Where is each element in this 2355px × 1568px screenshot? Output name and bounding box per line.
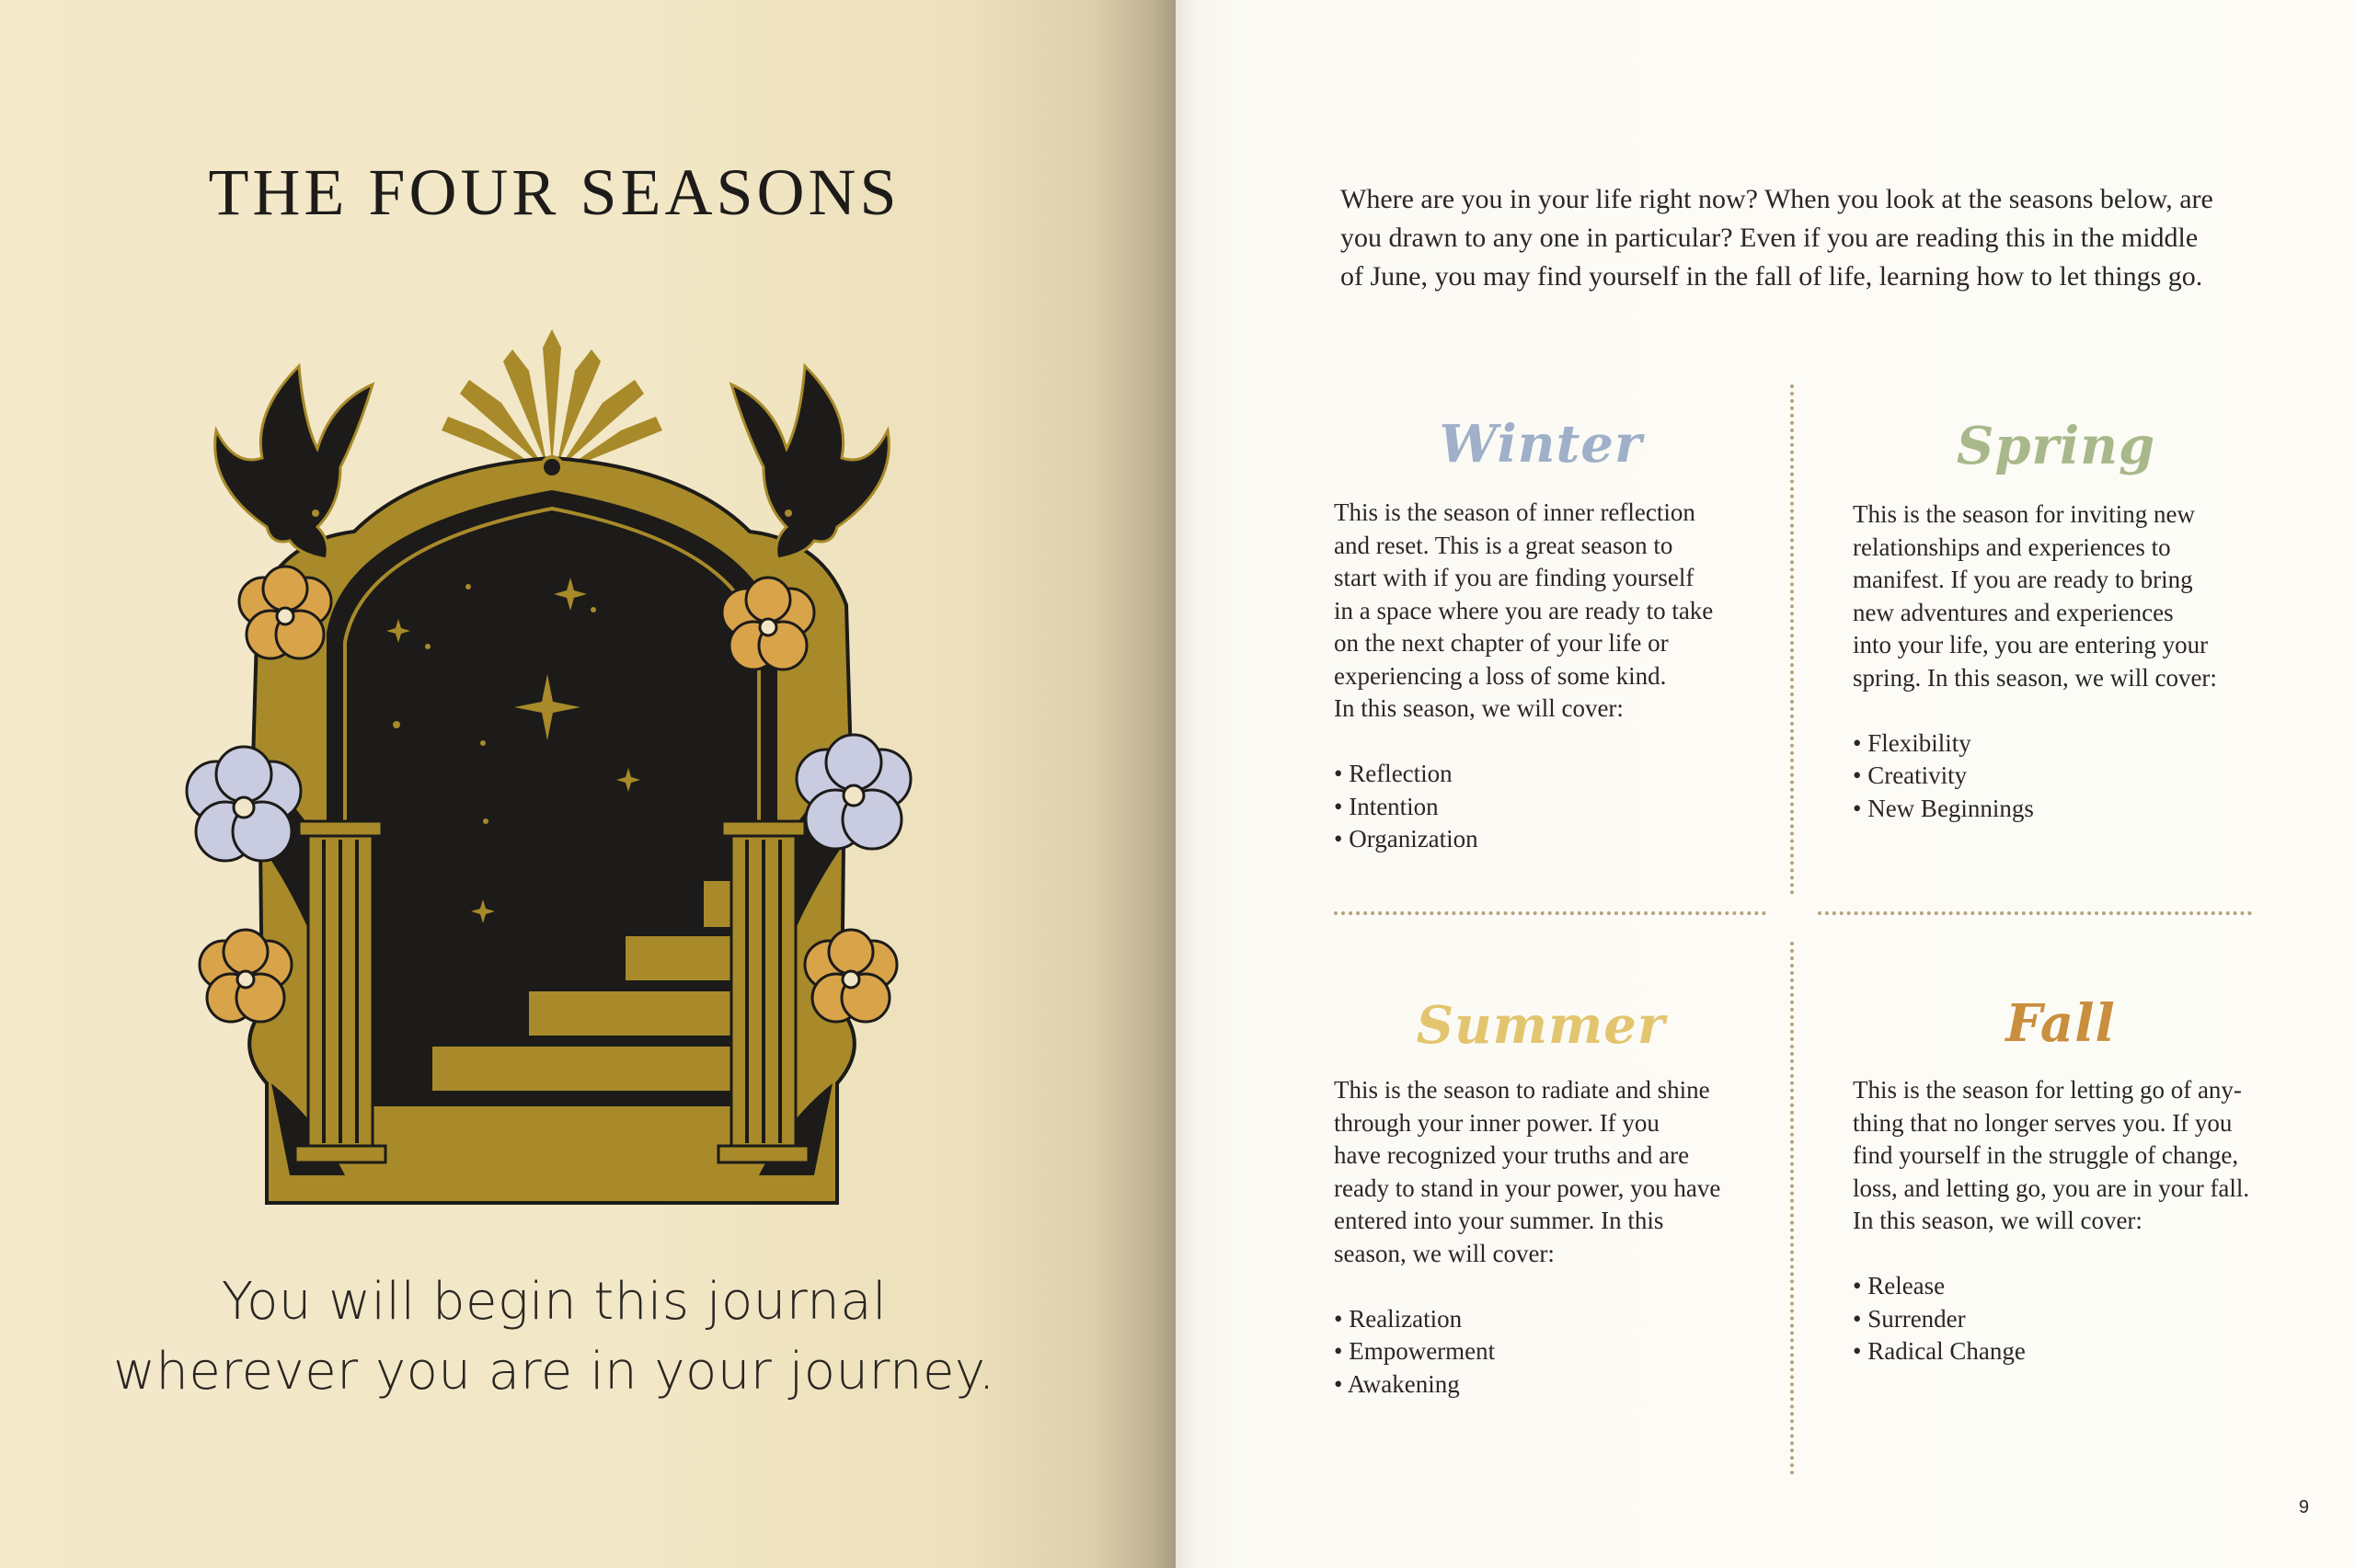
intro-line: you drawn to any one in particular? Even if you are reading this in the middle <box>1340 223 2199 253</box>
season-title-winter: Winter <box>1439 414 1643 475</box>
vertical-divider-bottom <box>1790 942 1794 1475</box>
left-swallow <box>215 366 373 559</box>
list-item: • Release <box>1853 1272 1946 1299</box>
lavender-flower-left <box>187 747 301 861</box>
description-line: start with if you are finding yourself <box>1334 564 1694 591</box>
orange-flower-bottom-left <box>200 930 292 1022</box>
archway-illustration <box>179 329 925 1212</box>
description-line: manifest. If you are ready to bring <box>1853 566 2193 593</box>
description-line: entered into your summer. In this <box>1334 1207 1664 1234</box>
description-line: on the next chapter of your life or <box>1334 629 1669 657</box>
description-line: in a space where you are ready to take <box>1334 596 1714 624</box>
description-line: have recognized your truths and are <box>1334 1141 1690 1169</box>
list-item: • Awakening <box>1334 1369 1460 1398</box>
description-line: This is the season for letting go of any- <box>1853 1076 2242 1104</box>
orange-flower-top-right <box>722 578 814 670</box>
list-item: • Reflection <box>1334 760 1453 787</box>
description-line: find yourself in the struggle of change, <box>1853 1141 2239 1169</box>
description-line: In this season, we will cover: <box>1334 694 1624 722</box>
description-line: ready to stand in your power, you have <box>1334 1173 1721 1202</box>
season-description-summer <box>1334 1074 1720 1401</box>
description-line: relationships and experiences to <box>1853 532 2171 561</box>
horizontal-divider-left <box>1334 911 1766 915</box>
description-line: This is the season to radiate and shine <box>1334 1076 1710 1104</box>
fan-ornament <box>442 329 662 472</box>
horizontal-divider-right <box>1818 911 2252 915</box>
season-title-fall: Fall <box>2005 993 2116 1054</box>
lavender-flower-right <box>797 735 911 849</box>
description-line: This is the season of inner reflection <box>1334 498 1695 526</box>
description-line: thing that no longer serves you. If you <box>1853 1108 2233 1137</box>
description-line: spring. In this season, we will cover: <box>1853 663 2217 692</box>
list-item: • Flexibility <box>1853 728 1971 757</box>
description-line: new adventures and experiences <box>1853 598 2174 626</box>
list-item: • Realization <box>1334 1304 1463 1333</box>
description-line: This is the season for inviting new <box>1853 500 2195 528</box>
intro-line: Where are you in your life right now? When you look at the seasons below, are <box>1340 184 2213 214</box>
left-page <box>0 0 1176 1568</box>
season-description-fall <box>1853 1074 2249 1368</box>
list-item: • Creativity <box>1853 761 1968 789</box>
description-line: In this season, we will cover: <box>1853 1207 2142 1234</box>
orange-flower-top-left <box>239 567 331 658</box>
list-item: • Intention <box>1334 792 1439 820</box>
season-title-summer: Summer <box>1416 995 1666 1056</box>
page-number: 9 <box>2298 1497 2309 1517</box>
description-line: into your life, you are entering your <box>1853 631 2209 658</box>
description-line: and reset. This is a great season to <box>1334 531 1673 559</box>
quote-line: You will begin this journal <box>221 1272 888 1332</box>
list-item: • Empowerment <box>1334 1337 1496 1365</box>
right-column <box>718 821 809 1162</box>
list-item: • New Beginnings <box>1853 794 2034 822</box>
season-title-spring: Spring <box>1956 416 2156 476</box>
list-item: • Surrender <box>1853 1304 1966 1333</box>
vertical-divider-top <box>1790 384 1794 895</box>
left-column <box>295 821 385 1162</box>
intro-paragraph <box>1340 180 2260 296</box>
orange-flower-bottom-right <box>805 930 897 1022</box>
description-line: experiencing a loss of some kind. <box>1334 661 1667 690</box>
description-line: loss, and letting go, you are in your fall. <box>1853 1173 2250 1202</box>
right-swallow <box>731 366 889 559</box>
season-description-winter <box>1334 497 1713 856</box>
quote-line: wherever you are in your journey. <box>113 1342 995 1402</box>
page-title: THE FOUR SEASONS <box>208 155 901 229</box>
list-item: • Organization <box>1334 825 1478 853</box>
intro-line: of June, you may find yourself in the fall of life, learning how to let things go. <box>1340 261 2203 292</box>
description-line: through your inner power. If you <box>1334 1108 1660 1137</box>
description-line: season, we will cover: <box>1334 1239 1555 1267</box>
season-description-spring <box>1853 498 2217 825</box>
journal-quote <box>0 1267 1109 1407</box>
list-item: • Radical Change <box>1853 1337 2026 1365</box>
